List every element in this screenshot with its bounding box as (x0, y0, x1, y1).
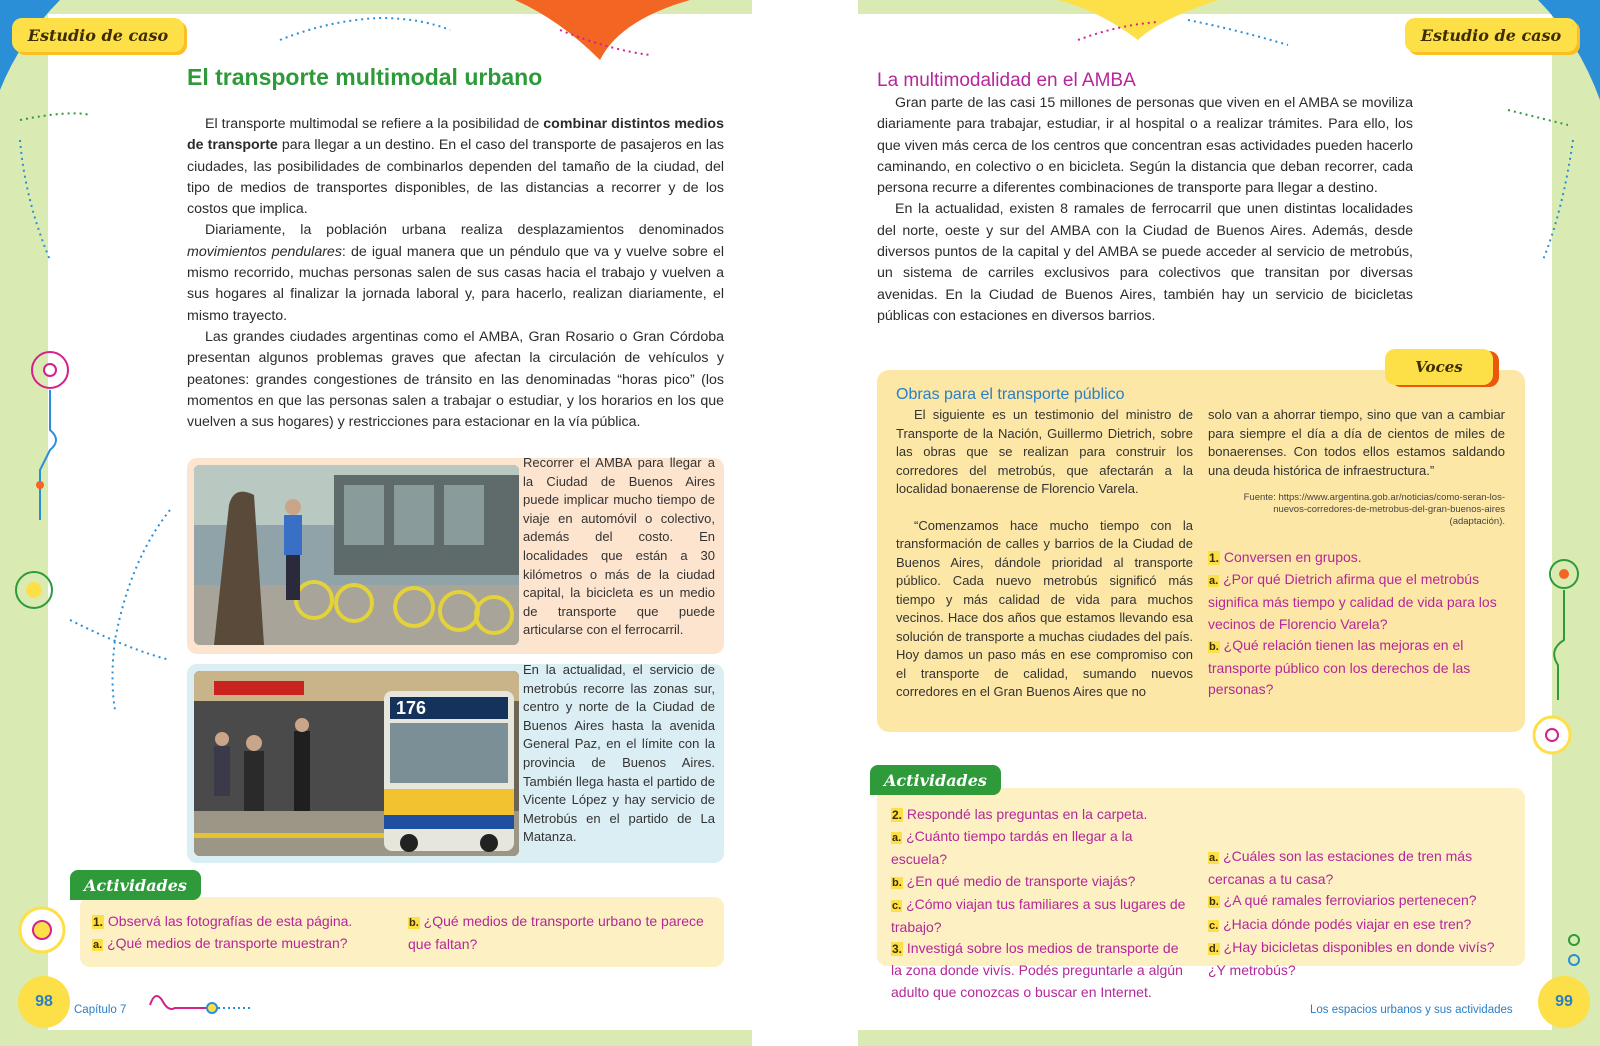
activity-3d (1208, 937, 1508, 981)
page-title: El transporte multimodal urbano (187, 64, 543, 90)
voces-quote-continued: solo van a ahorrar tiempo, sino que van a cambiar para siempre el día a día de cientos de miles de bonaerenses. Con todos ellos estamos saldando una deuda histórica de infraestructura.” (1208, 407, 1505, 478)
metrobus-illustration (194, 671, 519, 856)
activity-text: Investigá sobre los medios de transporte de la zona donde vivís. Podés preguntarle a algún adulto que conozcas o buscar en Internet. (891, 940, 1183, 1000)
activity-text: Observá las fotografías de esta página. (107, 913, 353, 929)
activity-text: Respondé las preguntas en la carpeta. (906, 806, 1148, 822)
activity-letter: a. (1209, 575, 1219, 588)
activity-letter: b. (892, 876, 902, 889)
activity-2c (891, 894, 1191, 938)
activity-letter: a. (93, 939, 103, 952)
activity-letter: c. (892, 899, 902, 912)
right-page (858, 0, 1600, 1046)
activity-text: ¿A qué ramales ferroviarios pertenecen? (1223, 892, 1477, 909)
paragraph-text: Diariamente, la población urbana realiza desplazamientos denominados (205, 222, 724, 239)
left-activities-box (80, 897, 724, 967)
page-number: 98 (18, 976, 70, 1028)
voces-questions (1208, 547, 1505, 700)
paragraph: Gran parte de las casi 15 millones de personas que viven en el AMBA se moviliza diariamente para trabajar, estudiar, ir al hospital o a realizar trámites. Para ello, los que viven más cerca de los centros que concentran esas actividades pueden hacerlo caminando, en colectivo o en bicicleta. Según la distancia que deban recorrer, cada persona recurre a diferentes combinaciones de transporte para llegar a destino. (877, 95, 1413, 197)
photo-card-metrobus (187, 664, 724, 863)
page-gutter (752, 0, 858, 1046)
activity-1b-column (408, 911, 708, 955)
paragraph-bold: combinar distintos medios de transporte (187, 116, 724, 154)
activities-label: Actividades (870, 765, 1001, 795)
case-study-tag: Estudio de caso (1405, 18, 1577, 52)
paragraph: En la actualidad, existen 8 ramales de ferrocarril que unen distintas localidades del norte, oeste y sur del AMBA con la Ciudad de Buenos Aires. Además, desde diversos puntos de la capital y del AMBA se puede acceder al servicio de metrobús, un sistema de carriles exclusivos para colectivos que transitan por diversas avenidas. En la Ciudad de Buenos Aires, también hay un servicio de bicicletas públicas con estaciones en diversos barrios. (877, 201, 1413, 324)
activity-number: 2. (892, 808, 903, 822)
paragraph-italic: movimientos pendulares (187, 243, 342, 260)
page-number: 99 (1538, 976, 1590, 1028)
activity-text: ¿Qué relación tienen las mejoras en el transporte público con los derechos de las personas? (1208, 636, 1471, 698)
activity-1b (408, 911, 708, 955)
activity-2b (891, 871, 1191, 894)
bicycles-caption: Recorrer el AMBA para llegar a la Ciudad de Buenos Aires puede implicar mucho tiempo de viaje en automóvil o colectivo, además del costo. En localidades que están a 30 kilómetros o más de la ciudad capital, la bicicleta es un medio de transporte que puede articularse con el ferrocarril. (523, 455, 715, 638)
metrobus-caption: En la actualidad, el servicio de metrobús recorre las zonas sur, centro y norte de la Ciudad de Buenos Aires hasta la avenida General Paz, en el límite con la provincia de Buenos Aires. También llega hasta el partido de Vicente López y hay servicio de Metrobús en el partido de La Matanza. (523, 662, 715, 845)
right-body-text (877, 93, 1413, 327)
section-subtitle: La multimodalidad en el AMBA (877, 70, 1136, 91)
right-activities-box (877, 788, 1525, 1000)
activity-letter: d. (1209, 942, 1219, 955)
voces-question-1 (1208, 547, 1505, 569)
activities-right-column (1208, 846, 1508, 981)
left-page (0, 0, 752, 1046)
activity-text: ¿Qué medios de transporte urbano te parece que faltan? (408, 913, 704, 953)
activity-letter: c. (1209, 919, 1219, 932)
activity-letter: b. (409, 917, 419, 929)
activity-letter: a. (1209, 852, 1219, 864)
paragraph: Las grandes ciudades argentinas como el AMBA, Gran Rosario o Gran Córdoba presentan algunos problemas graves que afectan la circulación de vehículos y peatones: grandes congestiones de tránsito en las denominadas “horas pico” (los momentos en que las personas salen a trabajar o estudiar, y los horarios en los que vuelven a sus hogares) y restricciones para estacionar en la vía pública. (187, 328, 724, 431)
activity-text: ¿Cuáles son las estaciones de tren más cercanas a tu casa? (1208, 848, 1473, 888)
activity-text: ¿Hacia dónde podés viajar en ese tren? (1223, 915, 1472, 932)
activity-text: ¿Cuánto tiempo tardás en llegar a la escuela? (891, 828, 1133, 868)
activity-text: ¿Qué medios de transporte muestran? (107, 935, 348, 952)
activity-letter: a. (892, 832, 902, 845)
voces-left-column (896, 406, 1193, 702)
case-study-tag: Estudio de caso (12, 18, 184, 52)
activity-letter: b. (1209, 896, 1219, 909)
photo-card-bicycles (187, 455, 724, 654)
voces-label: Voces (1385, 349, 1493, 385)
metrobus-photo (194, 671, 519, 856)
voces-source: Fuente: https://www.argentina.gob.ar/noticias/como-seran-los-nuevos-corredores-de-metrobus-del-gran-buenos-aires (adaptación). (1243, 492, 1505, 527)
paragraph-text: para llegar a un destino. En el caso del transporte de pasajeros en las ciudades, las posibilidades de combinarlos dependen del tamaño de la ciudad, del tipo de medios de transportes disponibles, de las distancias a recorrer y de los costos que implica. (187, 137, 724, 218)
activity-3 (891, 938, 1191, 1003)
voces-box (877, 370, 1525, 732)
activity-1a (92, 933, 392, 956)
activity-text: ¿Cómo viajan tus familiares a sus lugares de trabajo? (891, 895, 1186, 936)
activity-letter: b. (1209, 640, 1219, 653)
bus-number: 176 (396, 698, 427, 718)
activity-3b (1208, 890, 1508, 913)
activity-1-column (92, 911, 392, 956)
voces-intro: El siguiente es un testimonio del ministro de Transporte de la Nación, Guillermo Dietrich, sobre las obras que se realizan para construir los corredores del metrobús, que afectarán a la localidad bonaerense de Florencio Varela. (896, 407, 1193, 496)
voces-question-1a (1208, 569, 1505, 635)
activity-text: ¿Por qué Dietrich afirma que el metrobús significa más tiempo y calidad de vida para los vecinos de Florencio Varela? (1208, 571, 1497, 632)
activity-3c (1208, 914, 1508, 937)
activity-3a (1208, 846, 1508, 890)
voces-question-1b (1208, 635, 1505, 701)
voces-quote: “Comenzamos hace mucho tiempo con la transformación de calles y barrios de la Ciudad de Buenos Aires, dándole prioridad al transporte público. Cada nuevo metrobús significó más tiempo y más calidad de vida para muchos vecinos. Hace dos años que estamos llevando esa solución de transporte a muchas ciudades del país. Hoy damos un paso más en ese compromiso con el transporte de calidad, sumando nuevos corredores en el Gran Buenos Aires que no (896, 517, 1193, 699)
paragraph (187, 220, 724, 326)
activity-number: 1. (93, 915, 104, 929)
paragraph (187, 114, 724, 220)
activity-2a (891, 826, 1191, 870)
activity-text: ¿En qué medio de transporte viajás? (906, 872, 1136, 889)
activity-2 (891, 804, 1191, 826)
activity-1 (92, 911, 392, 933)
paragraph-text: El transporte multimodal se refiere a la posibilidad de (205, 116, 544, 132)
activity-text: ¿Hay bicicletas disponibles en donde vivís? ¿Y metrobús? (1208, 938, 1495, 979)
left-body-text (187, 114, 724, 433)
chapter-label: Capítulo 7 (74, 1004, 127, 1016)
bicycles-photo (194, 465, 519, 645)
paragraph-text: : de igual manera que un péndulo que va y vuelve sobre el mismo recorrido, muchas personas salen de sus casas hacia el trabajo y vuelven a sus hogares al finalizar la jornada laboral y, para hacerlo, realizan diariamente, el mismo trayecto. (187, 243, 724, 324)
voces-title: Obras para el transporte público (896, 386, 1125, 403)
footer-section-title: Los espacios urbanos y sus actividades (1310, 1004, 1513, 1016)
activities-left-column (891, 804, 1191, 1003)
activity-number: 1. (1209, 551, 1220, 565)
bicycles-illustration (194, 465, 519, 645)
activity-text: Conversen en grupos. (1223, 549, 1362, 565)
activity-number: 3. (892, 942, 903, 957)
activities-label: Actividades (70, 870, 201, 900)
